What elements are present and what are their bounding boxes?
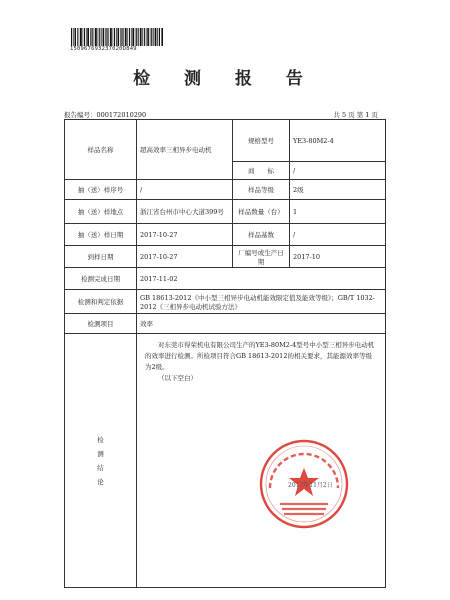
table-row [65,224,386,246]
conclusion-label: 检测结论 [97,435,104,486]
model-label: 规格型号 [233,120,290,162]
location-value: 浙江省台州市中心大道399号 [137,200,233,224]
items-value: 效率 [137,314,386,334]
basis-label: 检测和判定依据 [65,290,137,314]
page-info: 共 5 页 第 1 页 [333,111,378,119]
base-value: / [290,224,386,246]
quantity-value: 1 [290,200,386,224]
sample-name-label: 样品名称 [65,120,137,180]
factory-label: 厂编号或生产日期 [233,246,290,268]
trademark-label: 商 标 [233,162,290,180]
table-row [65,200,386,224]
arrival-value: 2017-10-27 [137,246,233,268]
location-label: 抽（送）样地点 [65,200,137,224]
table-row [65,120,386,162]
report-title: 检 测 报 告 [133,69,317,89]
completion-value: 2017-11-02 [137,268,386,290]
arrival-label: 到样日期 [65,246,137,268]
sample-name-value: 超高效率三相异步电动机 [137,120,233,180]
serial-value: / [137,180,233,200]
table-row [65,180,386,200]
model-value: YE3-80M2-4 [290,120,386,162]
table-row [65,314,386,334]
base-label: 样品基数 [233,224,290,246]
table-row [65,246,386,268]
serial-label: 抽（送）样序号 [65,180,137,200]
table-row [65,268,386,290]
quantity-label: 样品数量（台） [233,200,290,224]
table-row [65,290,386,314]
basis-value: GB 18613-2012《中小型三相异步电动机能效限定值及能效等级》；GB/T 1032-2012《三相异步电动机试验方法》 [137,290,386,314]
stamp-date: 2017年11月2日 [288,482,333,489]
conclusion-label-cell [65,334,137,588]
sample-date-label: 抽（送）样日期 [65,224,137,246]
conclusion-text: 对东莞市得荣机电有限公司生产的YE3-80M2-4型号中小型三相异步电动机的效率进行检测。所检项目符合GB 18613-2012的相关要求，其能源效率等级为2级。 [145,341,375,371]
trademark-value: / [290,162,386,180]
blank-below-note: （以下空白） [158,374,197,382]
barcode-number: 150967693237020D849 [70,46,137,52]
barcode [71,28,163,46]
factory-value: 2017-10 [290,246,386,268]
report-number-label: 报告编号： [64,111,97,119]
sample-date-value: 2017-10-27 [137,224,233,246]
sample-grade-label: 样品等级 [233,180,290,200]
report-number-value: 000172010290 [96,111,147,119]
sample-grade-value: 2级 [290,180,386,200]
completion-label: 检测完成日期 [65,268,137,290]
items-label: 检测项目 [65,314,137,334]
report-number [64,110,146,119]
